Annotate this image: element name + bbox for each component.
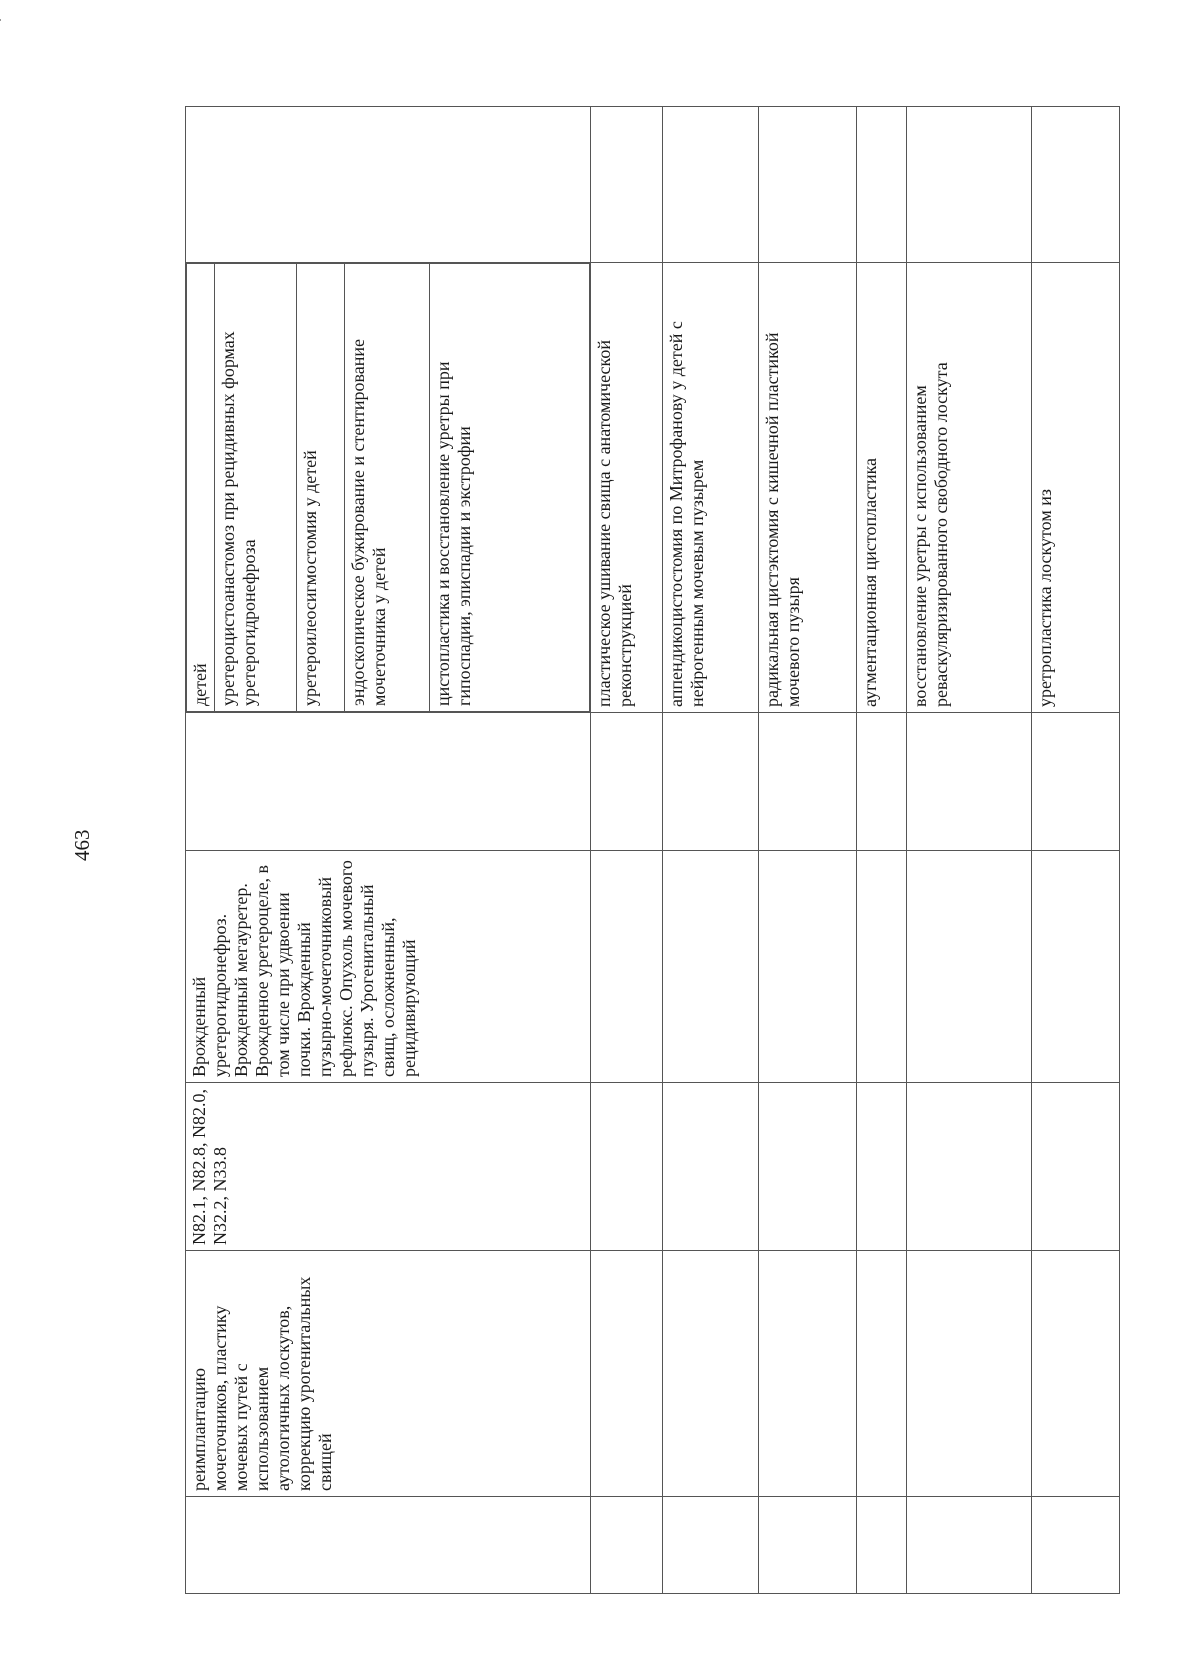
cell-cost — [857, 107, 907, 263]
cell-icd-codes — [663, 1083, 759, 1251]
list-item: уретероилеосигмостомия у детей — [297, 264, 345, 712]
cell-icd-codes — [591, 1083, 663, 1251]
cell-method-description — [857, 1251, 907, 1497]
cell-number — [1032, 1497, 1120, 1594]
cell-treatment-type — [591, 713, 663, 851]
cell-icd-codes — [1032, 1083, 1120, 1251]
cell-treatment-methods — [186, 263, 591, 713]
cell-treatment-type — [907, 713, 1032, 851]
scan-mark — [0, 19, 1, 21]
cell-diagnosis — [857, 851, 907, 1083]
cell-number — [591, 1497, 663, 1594]
cell-treatment-methods: уретропластика лоскутом из — [1032, 263, 1120, 713]
cell-number — [759, 1497, 857, 1594]
list-item: уретероцистоанастомоз при рецидивных формах уретерогидронефроза — [215, 264, 297, 712]
treatment-methods-list — [186, 263, 590, 712]
cell-diagnosis: Врожденный уретерогидронефроз. Врожденный мегауретер. Врожденное уретероцеле, в том числе при удвоении почки. Врожденный пузырно-мочеточниковый рефлюкс. Опухоль мочевого пузыря. Урогенитальный свищ, осложненный, рецидивирующий — [186, 851, 591, 1083]
list-item: эндоскопическое бужирование и стентирование мочеточника у детей — [345, 264, 430, 712]
cell-icd-codes: N82.1, N82.8, N82.0, N32.2, N33.8 — [186, 1083, 591, 1251]
cell-cost — [591, 107, 663, 263]
cell-treatment-type — [186, 713, 591, 851]
cell-cost — [663, 107, 759, 263]
procedures-table — [185, 106, 1120, 1594]
cell-number — [186, 1497, 591, 1594]
cell-method-description: реимплантацию мочеточников, пластику мочевых путей с использованием аутологичных лоскутов, коррекцию урогенитальных свищей — [186, 1251, 591, 1497]
cell-treatment-methods: аппендикоцистостомия по Митрофанову у детей с нейрогенным мочевым пузырем — [663, 263, 759, 713]
page-number: 463 — [70, 829, 94, 861]
cell-diagnosis — [1032, 851, 1120, 1083]
list-item: цистопластика и восстановление уретры при гипоспадии, эписпадии и экстрофии — [430, 264, 590, 712]
table-row — [591, 107, 663, 1594]
cell-number — [857, 1497, 907, 1594]
cell-treatment-methods: радикальная цистэктомия с кишечной пластикой мочевого пузыря — [759, 263, 857, 713]
cell-cost — [907, 107, 1032, 263]
table-row — [907, 107, 1032, 1594]
cell-cost — [759, 107, 857, 263]
cell-icd-codes — [857, 1083, 907, 1251]
cell-treatment-methods: восстановление уретры с использованием реваскуляризированного свободного лоскута — [907, 263, 1032, 713]
table-row — [1032, 107, 1120, 1594]
cell-icd-codes — [907, 1083, 1032, 1251]
cell-icd-codes — [759, 1083, 857, 1251]
cell-number — [663, 1497, 759, 1594]
table-row — [663, 107, 759, 1594]
cell-method-description — [907, 1251, 1032, 1497]
cell-number — [907, 1497, 1032, 1594]
table-row — [186, 107, 591, 1594]
cell-method-description — [1032, 1251, 1120, 1497]
table-row — [759, 107, 857, 1594]
cell-diagnosis — [907, 851, 1032, 1083]
cell-diagnosis — [663, 851, 759, 1083]
cell-diagnosis — [759, 851, 857, 1083]
cell-treatment-methods: аугментационная цистопластика — [857, 263, 907, 713]
cell-treatment-type — [857, 713, 907, 851]
cell-diagnosis — [591, 851, 663, 1083]
cell-treatment-type — [1032, 713, 1120, 851]
list-item: детей — [187, 264, 215, 712]
cell-method-description — [759, 1251, 857, 1497]
table-row — [857, 107, 907, 1594]
cell-method-description — [663, 1251, 759, 1497]
cell-treatment-type — [663, 713, 759, 851]
cell-treatment-type — [759, 713, 857, 851]
cell-cost — [1032, 107, 1120, 263]
cell-method-description — [591, 1251, 663, 1497]
cell-treatment-methods: пластическое ушивание свища с анатомической реконструкцией — [591, 263, 663, 713]
cell-cost — [186, 107, 591, 263]
